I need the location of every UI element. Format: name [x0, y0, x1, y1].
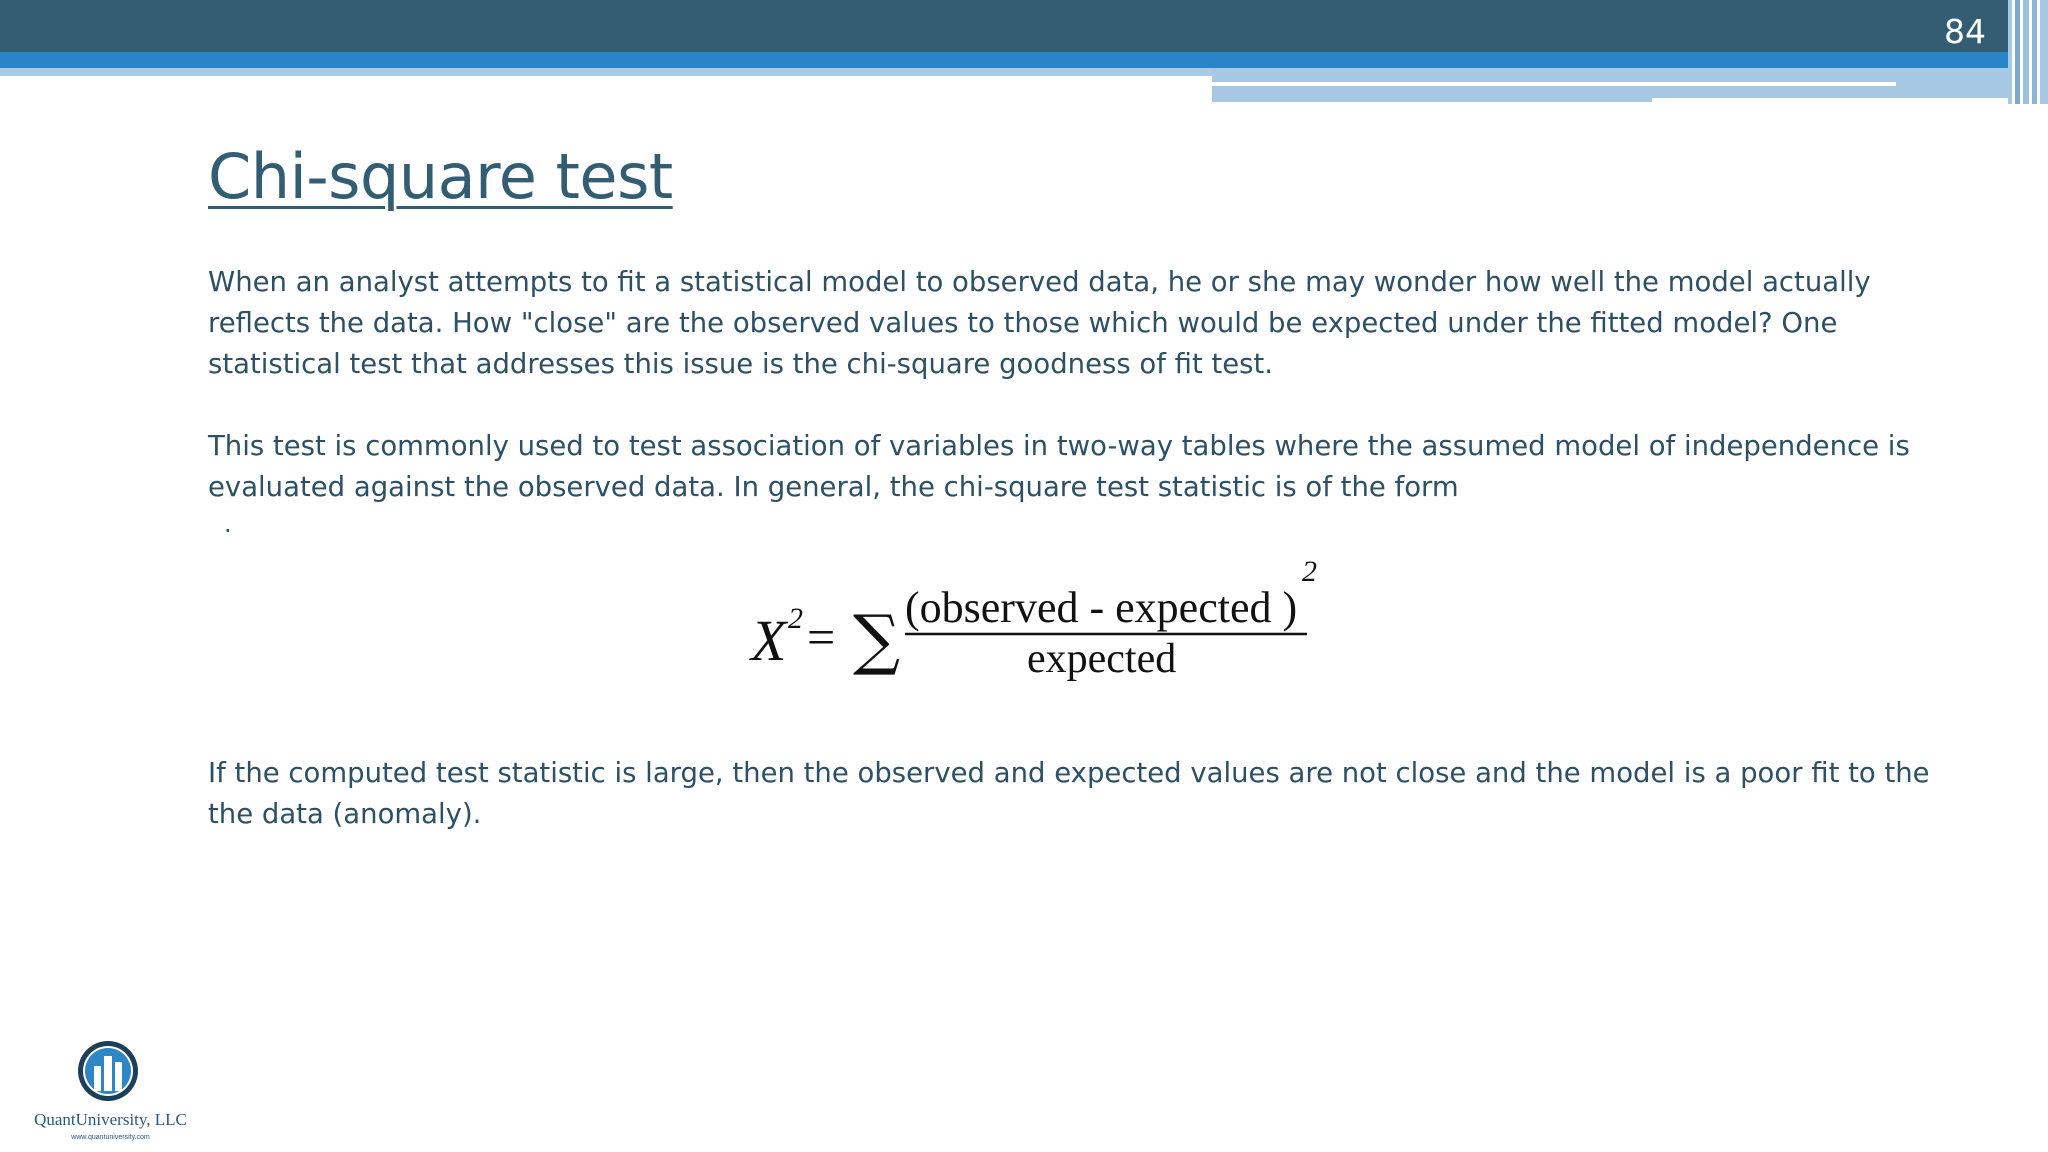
header-end-stripes	[2008, 0, 2048, 104]
formula-numerator-exponent: 2	[1302, 555, 1317, 588]
logo-name: QuantUniversity, LLC	[34, 1110, 187, 1129]
header-band-light	[0, 68, 1212, 76]
formula-denominator: expected	[1027, 636, 1177, 682]
header-line-white-lower	[1652, 98, 2012, 104]
logo-url: www.quantuniversity.com	[71, 1134, 150, 1141]
formula-sum: ∑	[853, 601, 901, 678]
header-band-blue	[0, 52, 2048, 68]
page-number: 84	[1944, 12, 1986, 51]
chi-square-formula	[745, 552, 1325, 692]
header-line-white	[1212, 82, 1896, 86]
building-icon	[18, 1036, 203, 1108]
slide-title: Chi-square test	[208, 140, 673, 213]
formula-lhs: X	[751, 608, 787, 673]
stray-dot: .	[224, 510, 232, 538]
formula-equals: =	[807, 609, 836, 665]
formula-lhs-exponent: 2	[788, 602, 803, 635]
paragraph-conclusion: If the computed test statistic is large, then the observed and expected values are not close and the model is a poor fit to the the data (anomaly).	[208, 757, 1930, 830]
paragraph-usage: This test is commonly used to test association of variables in two-way tables where the assumed model of independence is evaluated against the observed data. In general, the chi-square test statistic is of the form	[208, 430, 1910, 503]
formula-numerator: (observed - expected )	[905, 583, 1298, 632]
company-logo	[18, 1036, 203, 1148]
header-band-dark	[0, 0, 2048, 52]
paragraph-intro: When an analyst attempts to fit a statistical model to observed data, he or she may wonder how well the model actually reflects the data. How "close" are the observed values to those which would be expected under the fitted model? One statistical test that addresses this issue is the chi-square goodness of fit test.	[208, 266, 1871, 380]
